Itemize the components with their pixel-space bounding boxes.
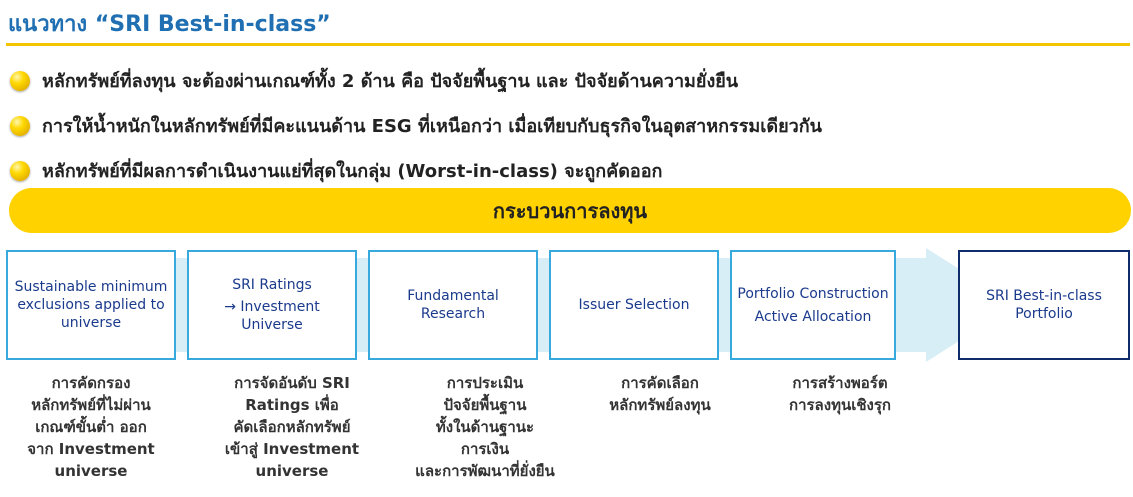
description-line: การสร้างพอร์ต <box>792 374 888 392</box>
step-label: Portfolio Construction <box>737 285 889 302</box>
description-line: universe <box>54 462 128 480</box>
step-description <box>575 372 745 416</box>
description-line: และการพัฒนาที่ยั่งยืน <box>415 462 555 480</box>
step-label: Sustainable minimum <box>14 279 168 295</box>
step-label: Portfolio <box>1015 306 1073 322</box>
bullet-item <box>10 103 1130 148</box>
bullet-text: หลักทรัพย์ที่มีผลการดำเนินงานแย่ที่สุดในกลุ่ม (Worst-in-class) จะถูกคัดออก <box>42 161 663 182</box>
step-sri-ratings <box>187 250 357 360</box>
description-line: Ratings เพื่อ <box>245 396 339 414</box>
description-line: การเงิน <box>460 440 510 458</box>
description-line: การจัดอันดับ SRI <box>234 374 350 392</box>
process-title: กระบวนการลงทุน <box>492 198 648 223</box>
step-label: Active Allocation <box>754 308 872 325</box>
step-label: SRI Ratings <box>232 277 312 293</box>
bullet-list <box>10 58 1130 193</box>
bullet-text: หลักทรัพย์ที่ลงทุน จะต้องผ่านเกณฑ์ทั้ง 2 ด้าน คือ ปัจจัยพื้นฐาน และ ปัจจัยด้านความยั่งยืน <box>42 71 739 92</box>
description-line: ปัจจัยพื้นฐาน <box>443 396 527 414</box>
step-label: SRI Best-in-class <box>986 288 1102 304</box>
step-description <box>385 372 585 482</box>
description-line: การคัดกรอง <box>51 374 131 392</box>
step-exclusions <box>6 250 176 360</box>
step-issuer-selection <box>549 250 719 360</box>
step-label: exclusions applied to <box>17 297 165 313</box>
step-description <box>755 372 925 416</box>
title-underline <box>6 43 1130 46</box>
step-label: Fundamental <box>407 288 499 304</box>
step-label: Universe <box>241 317 303 333</box>
step-label: Research <box>420 306 486 322</box>
description-line: ทั้งในด้านฐานะ <box>435 418 535 436</box>
process-title-bar <box>9 188 1131 233</box>
description-line: universe <box>255 462 329 480</box>
description-line: การคัดเลือก <box>621 374 699 392</box>
description-line: การประเมิน <box>446 374 524 392</box>
bullet-item <box>10 58 1130 103</box>
step-label: universe <box>60 315 122 331</box>
bullet-item <box>10 148 1130 193</box>
step-fundamental-research <box>368 250 538 360</box>
description-line: หลักทรัพย์ที่ไม่ผ่าน <box>31 396 151 414</box>
bullet-dot-icon <box>10 71 30 91</box>
page-title: แนวทาง “SRI Best-in-class” <box>8 12 331 37</box>
description-line: คัดเลือกหลักทรัพย์ <box>233 418 351 436</box>
bullet-text: การให้น้ำหนักในหลักทรัพย์ที่มีคะแนนด้าน ESG ที่เหนือกว่า เมื่อเทียบกับธุรกิจในอุตสาหกรรมเดียวกัน <box>42 116 822 137</box>
description-line: เกณฑ์ขั้นต่ำ ออก <box>35 418 147 436</box>
step-description <box>6 372 176 482</box>
bullet-dot-icon <box>10 161 30 181</box>
step-label: → Investment <box>224 299 320 315</box>
step-portfolio-construction <box>730 250 896 360</box>
description-line: หลักทรัพย์ลงทุน <box>609 396 711 414</box>
step-label: Issuer Selection <box>578 297 690 313</box>
step-final-portfolio <box>958 250 1130 360</box>
description-line: จาก Investment <box>27 440 155 458</box>
step-description <box>187 372 397 482</box>
description-line: เข้าสู่ Investment <box>224 440 360 458</box>
description-line: การลงทุนเชิงรุก <box>789 396 891 414</box>
bullet-dot-icon <box>10 116 30 136</box>
